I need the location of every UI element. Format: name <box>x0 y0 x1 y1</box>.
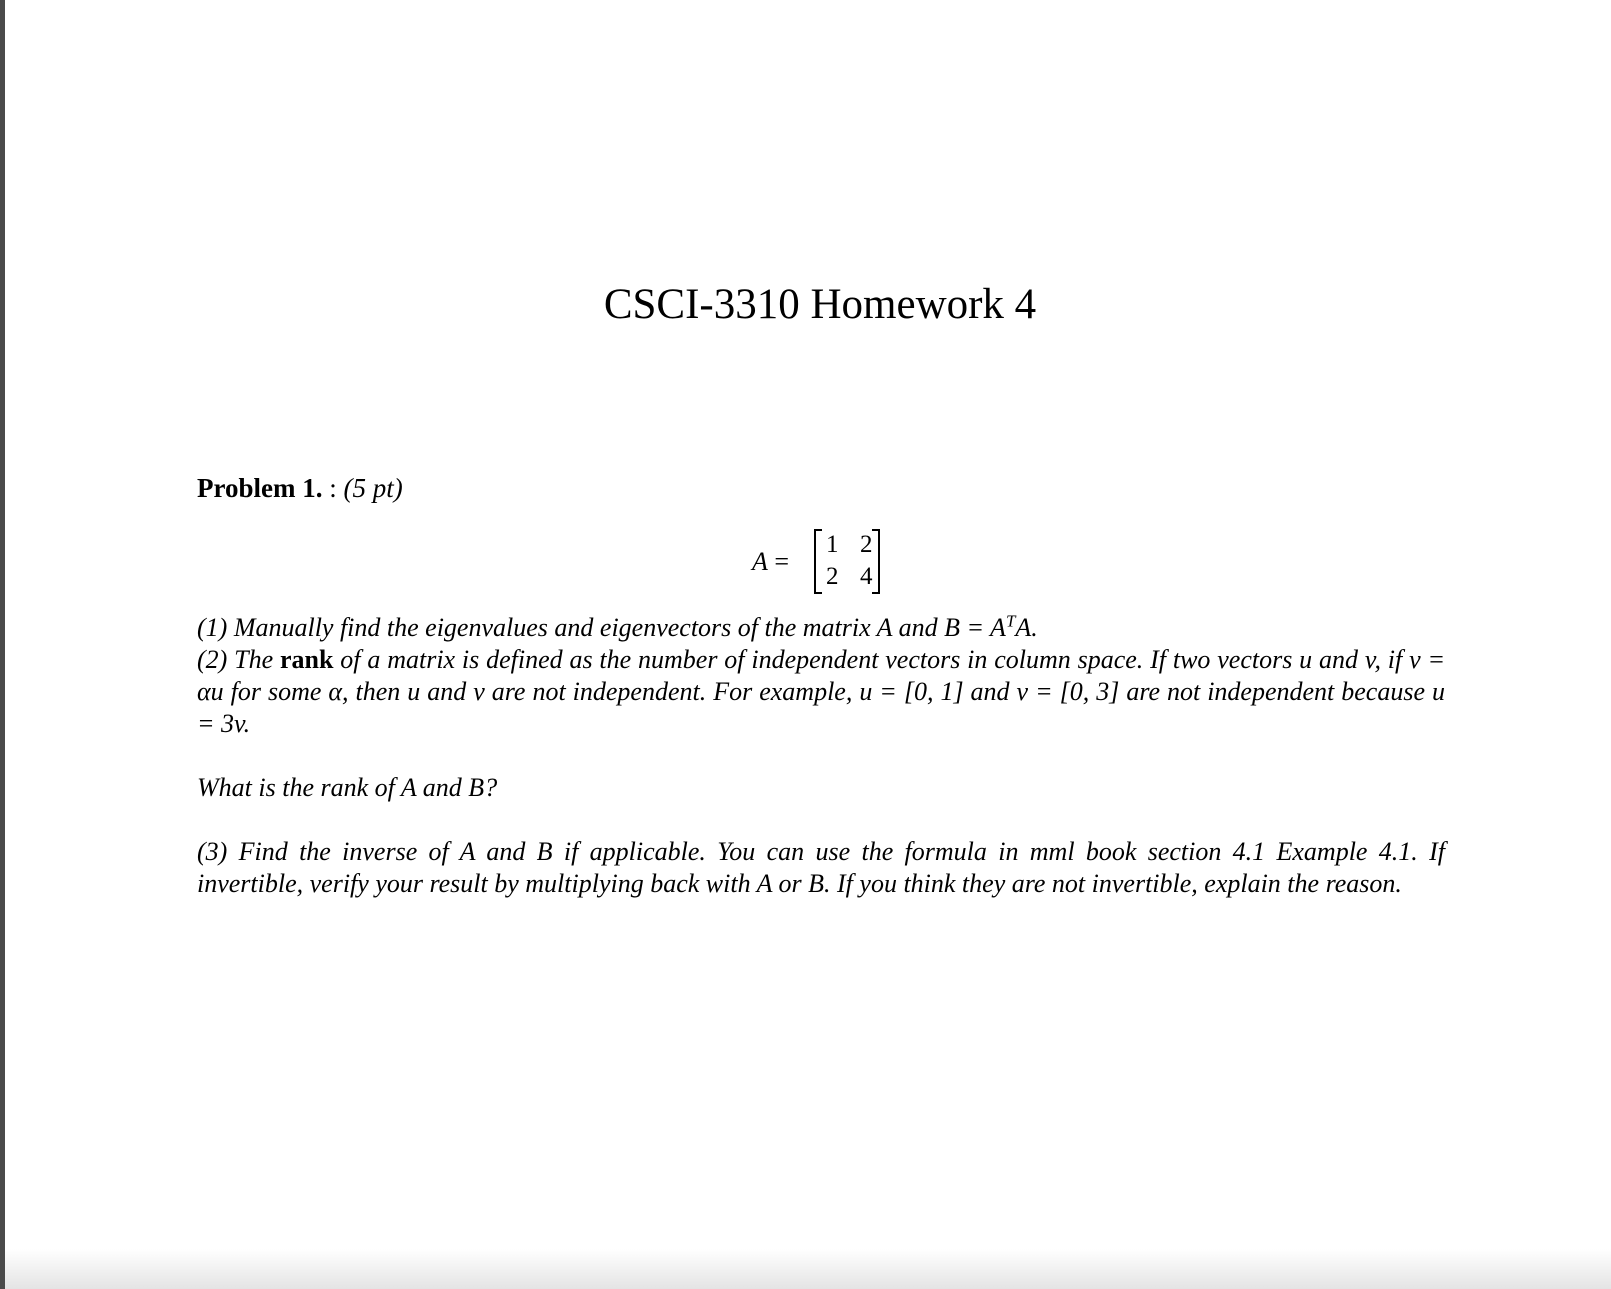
problem-label: Problem 1. <box>197 473 323 503</box>
matrix-cell: 2 <box>860 531 873 558</box>
matrix-cell: 4 <box>860 563 873 590</box>
page-bottom-shadow <box>5 1249 1611 1289</box>
document-title: CSCI-3310 Homework 4 <box>603 281 1037 328</box>
problem-separator: : <box>329 473 337 503</box>
part-3: (3) Find the inverse of A and B if applicable. You can use the formula in mml book section 4.1 Example 4.1. If invertible, verify your result by multiplying back with A or B. If you think they are not invertible, explain the reason. <box>197 837 1445 898</box>
rank-question: What is the rank of A and B? <box>197 773 498 802</box>
matrix-cell: 1 <box>826 531 839 558</box>
matrix-cell: 2 <box>826 563 839 590</box>
transpose-superscript: T <box>1005 611 1016 631</box>
rank-term: rank <box>280 645 334 674</box>
part-2: (2) The rank of a matrix is defined as the number of independent vectors in column space. If two vectors u and v, if v = αu for some α, then u and v are not independent. For example, u = [0, 1] and v = [0, 3] are not independent because u = 3v. <box>197 645 1445 738</box>
window-left-edge <box>0 0 5 1289</box>
matrix-name: A <box>752 547 768 576</box>
part-1: (1) Manually find the eigenvalues and eigenvectors of the matrix A and $B = A^TA$. <box>197 611 1038 642</box>
problem-points: (5 pt) <box>343 473 403 503</box>
matrix-equals: = <box>774 547 790 576</box>
problem-heading <box>197 472 403 504</box>
